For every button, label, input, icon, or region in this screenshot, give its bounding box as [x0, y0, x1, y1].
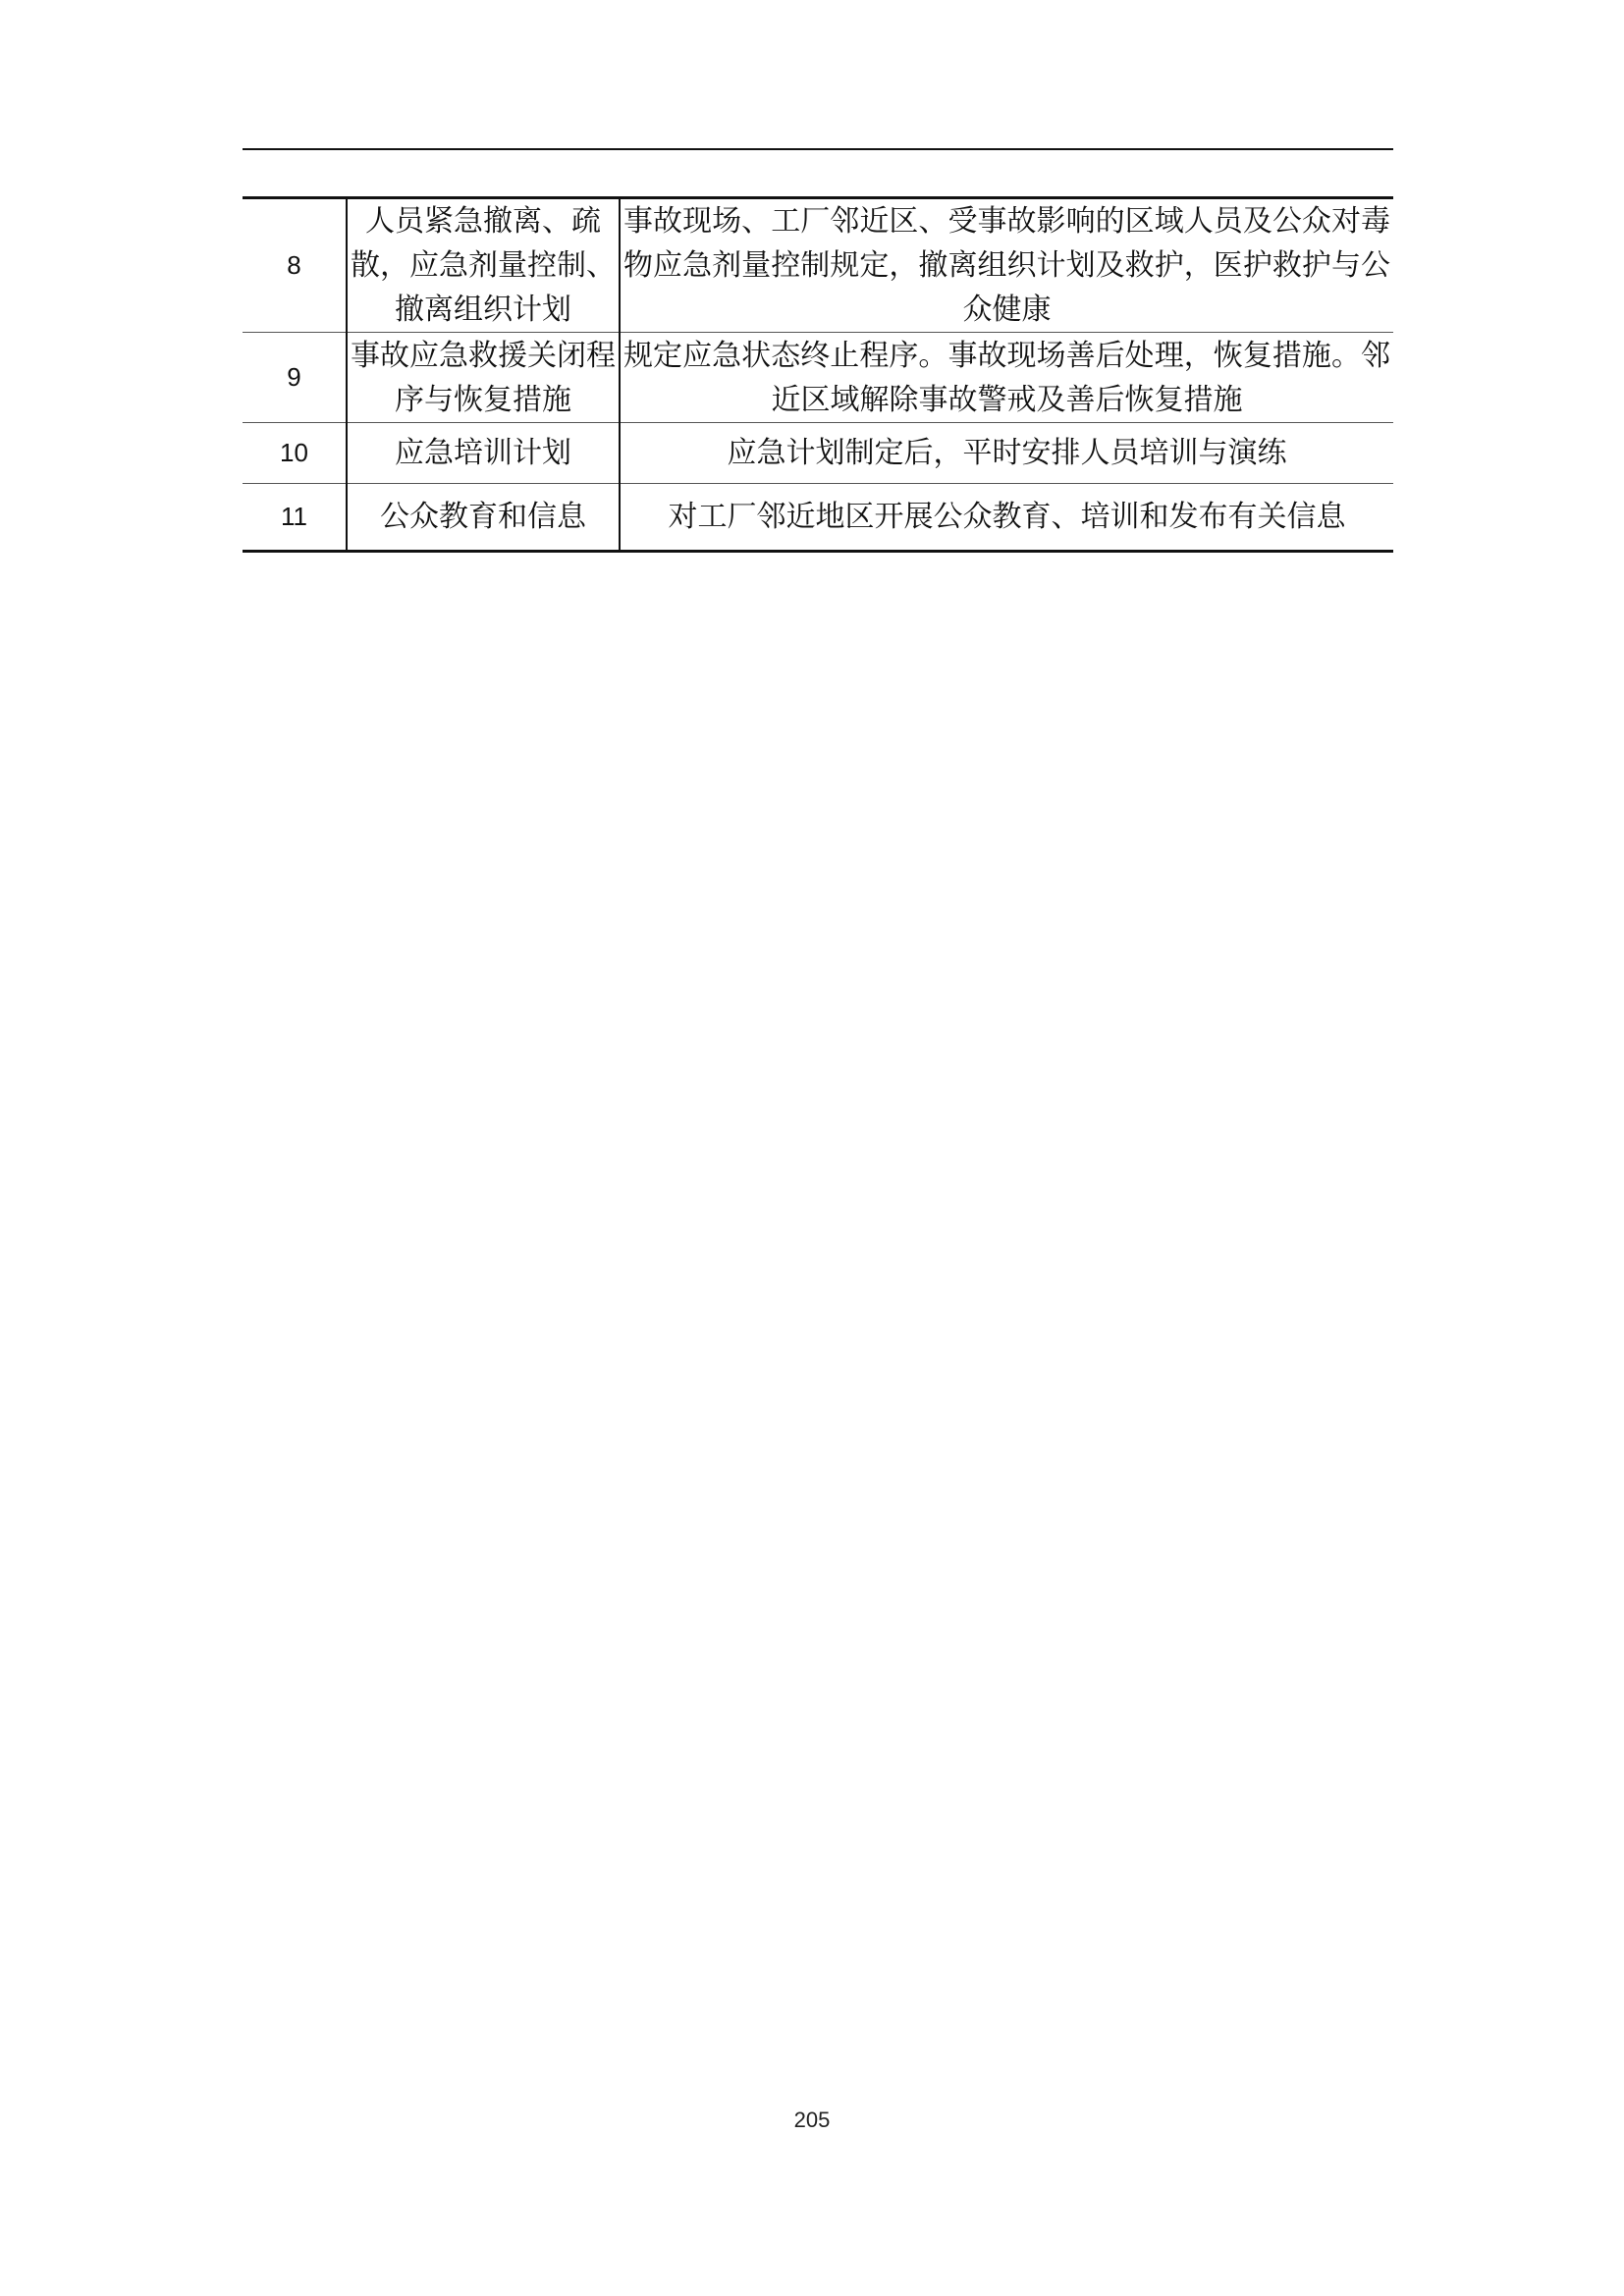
- row-content: 应急计划制定后，平时安排人员培训与演练: [620, 423, 1393, 484]
- row-number: 10: [243, 423, 347, 484]
- row-item: 事故应急救援关闭程序与恢复措施: [347, 333, 620, 423]
- emergency-plan-table: [243, 196, 1393, 553]
- row-item: 应急培训计划: [347, 423, 620, 484]
- row-number: 8: [243, 198, 347, 333]
- header-rule: [243, 148, 1393, 150]
- row-content: 对工厂邻近地区开展公众教育、培训和发布有关信息: [620, 484, 1393, 552]
- table-row: [243, 198, 1393, 333]
- row-content: 事故现场、工厂邻近区、受事故影响的区域人员及公众对毒物应急剂量控制规定，撤离组织计划及救护，医护救护与公众健康: [620, 198, 1393, 333]
- row-number: 9: [243, 333, 347, 423]
- row-item: 公众教育和信息: [347, 484, 620, 552]
- table-row: [243, 333, 1393, 423]
- row-content: 规定应急状态终止程序。事故现场善后处理，恢复措施。邻近区域解除事故警戒及善后恢复措施: [620, 333, 1393, 423]
- table-row: [243, 484, 1393, 552]
- row-number: 11: [281, 502, 307, 531]
- table-row: [243, 423, 1393, 484]
- page-number: 205: [793, 2108, 831, 2132]
- row-item: 人员紧急撤离、疏散，应急剂量控制、撤离组织计划: [347, 198, 620, 333]
